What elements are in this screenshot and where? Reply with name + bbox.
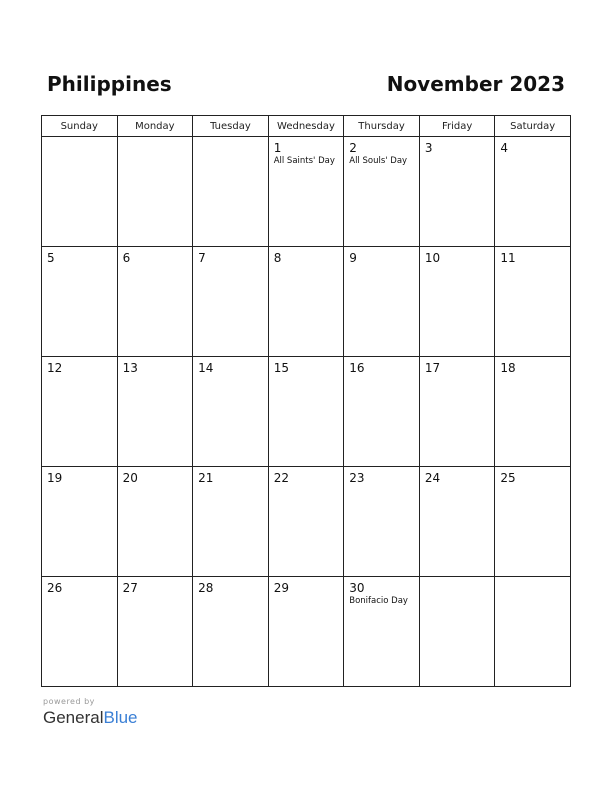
holiday-label [344, 375, 419, 376]
day-cell [268, 137, 344, 247]
day-number: 5 [47, 251, 55, 265]
holiday-label [495, 265, 570, 266]
weekday-monday: Monday [117, 116, 193, 137]
footer-branding [43, 697, 138, 728]
holiday-label [118, 141, 193, 142]
holiday-label [420, 485, 495, 486]
brand-blue: Blue [103, 708, 138, 727]
calendar-grid [41, 115, 571, 687]
day-cell [344, 247, 420, 357]
holiday-label [42, 375, 117, 376]
week-row-4 [42, 467, 571, 577]
day-number: 27 [122, 581, 138, 595]
holiday-label [193, 265, 268, 266]
holiday-label [420, 155, 495, 156]
day-cell [193, 357, 269, 467]
holiday-label [42, 485, 117, 486]
day-number: 22 [273, 471, 289, 485]
week-row-2 [42, 247, 571, 357]
holiday-label: All Saints' Day [273, 156, 335, 166]
holiday-label [42, 595, 117, 596]
holiday-label [344, 485, 419, 486]
holiday-label [420, 581, 495, 582]
day-number: 24 [424, 471, 441, 485]
day-cell [193, 467, 269, 577]
holiday-label [344, 265, 419, 266]
day-number: 28 [198, 581, 214, 595]
holiday-label [420, 375, 495, 376]
day-cell [42, 357, 118, 467]
day-cell [419, 357, 495, 467]
holiday-label [495, 485, 570, 486]
week-row-5 [42, 577, 571, 687]
day-cell [268, 247, 344, 357]
month-year-title: November 2023 [386, 72, 565, 96]
day-cell [344, 467, 420, 577]
day-number: 20 [122, 471, 138, 485]
brand-general: General [43, 708, 104, 727]
holiday-label [118, 595, 193, 596]
week-row-3 [42, 357, 571, 467]
day-cell [117, 467, 193, 577]
day-number: 6 [122, 251, 131, 265]
day-number: 1 [273, 141, 282, 155]
day-cell [117, 247, 193, 357]
day-cell [42, 467, 118, 577]
holiday-label [495, 155, 570, 156]
weekday-wednesday: Wednesday [268, 116, 344, 137]
weekday-sunday: Sunday [42, 116, 118, 137]
day-cell [42, 137, 118, 247]
weekday-header-row [42, 116, 571, 137]
holiday-label [420, 265, 495, 266]
day-number: 7 [198, 251, 206, 265]
holiday-label [193, 595, 268, 596]
holiday-label [269, 265, 344, 266]
day-number: 16 [349, 361, 365, 375]
day-cell [419, 577, 495, 687]
day-number: 11 [500, 251, 516, 265]
holiday-label [269, 595, 344, 596]
day-number: 4 [500, 141, 509, 155]
day-number: 12 [47, 361, 63, 375]
day-cell [268, 357, 344, 467]
holiday-label [495, 581, 570, 582]
day-number: 10 [424, 251, 441, 265]
day-number: 26 [47, 581, 63, 595]
day-number: 19 [47, 471, 63, 485]
day-cell [495, 357, 571, 467]
holiday-label [193, 141, 268, 142]
day-cell [193, 577, 269, 687]
holiday-label [118, 375, 193, 376]
holiday-label [42, 265, 117, 266]
holiday-label [42, 141, 117, 142]
day-cell [42, 577, 118, 687]
day-number: 2 [349, 141, 357, 155]
day-number: 25 [500, 471, 516, 485]
powered-by-text: powered by [43, 697, 95, 706]
day-cell [117, 577, 193, 687]
day-number: 9 [349, 251, 357, 265]
generalblue-logo[interactable] [43, 708, 138, 728]
weekday-thursday: Thursday [344, 116, 420, 137]
holiday-label: All Souls' Day [349, 156, 408, 166]
holiday-label [269, 375, 344, 376]
day-number: 29 [273, 581, 289, 595]
day-cell [419, 247, 495, 357]
day-number: 14 [198, 361, 214, 375]
day-cell [268, 577, 344, 687]
weekday-tuesday: Tuesday [193, 116, 269, 137]
day-number: 17 [424, 361, 441, 375]
day-cell [193, 137, 269, 247]
day-cell [268, 467, 344, 577]
day-cell [344, 357, 420, 467]
day-cell [193, 247, 269, 357]
day-cell [495, 137, 571, 247]
day-number: 23 [349, 471, 365, 485]
weekday-saturday: Saturday [495, 116, 571, 137]
day-number: 18 [500, 361, 516, 375]
day-cell [495, 577, 571, 687]
day-number: 8 [273, 251, 282, 265]
holiday-label [118, 485, 193, 486]
holiday-label [269, 485, 344, 486]
day-number: 30 [349, 581, 365, 595]
day-cell [495, 467, 571, 577]
day-cell [419, 137, 495, 247]
country-title: Philippines [47, 72, 172, 96]
day-cell [344, 137, 420, 247]
week-row-1 [42, 137, 571, 247]
day-cell [344, 577, 420, 687]
holiday-label [193, 375, 268, 376]
day-cell [42, 247, 118, 357]
holiday-label: Bonifacio Day [349, 596, 408, 606]
day-cell [495, 247, 571, 357]
day-cell [117, 357, 193, 467]
day-number: 13 [122, 361, 138, 375]
holiday-label [193, 485, 268, 486]
day-number: 3 [424, 141, 433, 155]
day-number: 15 [273, 361, 289, 375]
day-number: 21 [198, 471, 214, 485]
day-cell [117, 137, 193, 247]
day-cell [419, 467, 495, 577]
holiday-label [495, 375, 570, 376]
weekday-friday: Friday [419, 116, 495, 137]
holiday-label [118, 265, 193, 266]
